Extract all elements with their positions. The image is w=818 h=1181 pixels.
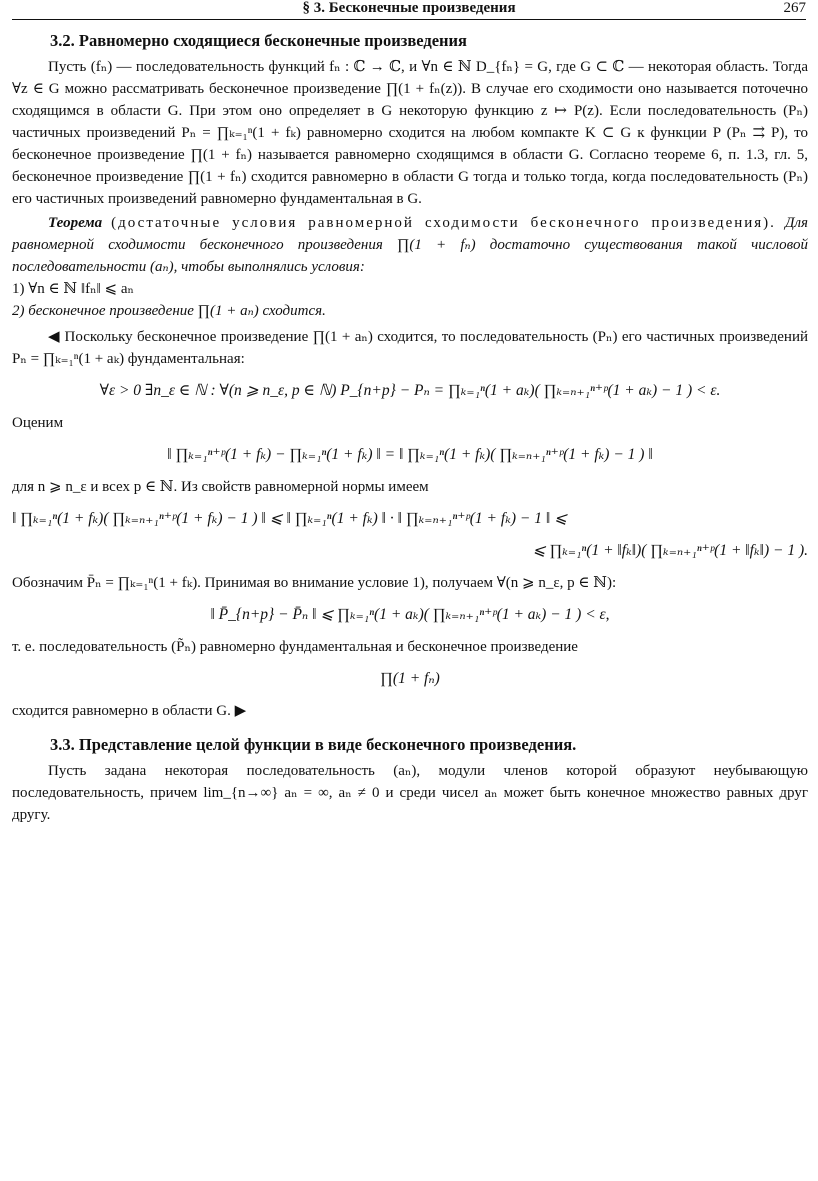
formula-estimate: ‖ ∏ₖ₌₁ⁿ⁺ᵖ(1 + fₖ) − ∏ₖ₌₁ⁿ(1 + fₖ) ‖ = ‖ ∏ₖ₌₁ⁿ(1 + fₖ)( ∏ₖ₌ₙ₊₁ⁿ⁺ᵖ(1 + fₖ) − 1 ) ‖ (167, 446, 653, 463)
running-header (0, 0, 818, 20)
theorem-label: Теорема (48, 215, 103, 231)
formula-norm-1: ‖ ∏ₖ₌₁ⁿ(1 + fₖ)( ∏ₖ₌ₙ₊₁ⁿ⁺ᵖ(1 + fₖ) − 1 ) ‖ ⩽ ‖ ∏ₖ₌₁ⁿ(1 + fₖ) ‖ · ‖ ∏ₖ₌ₙ₊₁ⁿ⁺ᵖ(1 + fₖ) − 1 ‖ ⩽ (12, 510, 568, 527)
paragraph: для n ⩾ n_ε и всех p ∈ ℕ. Из свойств равномерной нормы имеем (12, 479, 429, 495)
formula-fundamental: ∀ε > 0 ∃n_ε ∈ ℕ : ∀(n ⩾ n_ε, p ∈ ℕ) P_{n+p} − Pₙ = ∏ₖ₌₁ⁿ(1 + aₖ)( ∏ₖ₌ₙ₊₁ⁿ⁺ᵖ(1 + aₖ) − 1 ) < ε. (99, 382, 721, 399)
paragraph: Пусть (fₙ) — последовательность функций fₙ : ℂ → ℂ, и ∀n ∈ ℕ D_{fₙ} = G, где G ⊂ ℂ — некоторая область. Тогда ∀z ∈ G можно рассматривать бесконечное произведение ∏(1 + fₙ(z)). В случае его сходимости оно называется поточечно сходящимся в области G. При этом оно определяет в G некоторую функцию z ↦ P(z). Если последовательность (Pₙ) частичных произведений Pₙ = ∏ₖ₌₁ⁿ(1 + fₖ) равномерно сходится на любом компакте K ⊂ G к функции P (Pₙ ⇉ P), то бесконечное произведение ∏(1 + fₙ) называется равномерно сходящимся в области G. Согласно теореме 6, п. 1.3, гл. 5, бесконечное произведение ∏(1 + fₙ) сходится равномерно в области G тогда и только тогда, когда последовательность (Pₙ) его частичных произведений равномерно фундаментальная в G. (12, 59, 808, 207)
page-number: 267 (783, 0, 806, 16)
header-rule (12, 19, 806, 20)
formula-bound: ‖ P̄_{n+p} − P̄ₙ ‖ ⩽ ∏ₖ₌₁ⁿ(1 + aₖ)( ∏ₖ₌ₙ₊₁ⁿ⁺ᵖ(1 + aₖ) − 1 ) < ε, (210, 606, 610, 623)
theorem-statement (12, 212, 808, 278)
proof-end: сходится равномерно в области G. ▶ (12, 703, 247, 719)
section-3-3-heading: 3.3. Представление целой функции в виде бесконечного произведения. (50, 735, 577, 754)
theorem-title: (достаточные условия равномерной сходимости бесконечного произведения). (111, 215, 776, 231)
condition-1: 1) ∀n ∈ ℕ ‖fₙ‖ ⩽ aₙ (12, 281, 134, 297)
section-3-2-heading: 3.2. Равномерно сходящиеся бесконечные произведения (50, 31, 467, 50)
proof-paragraph: ◀ Поскольку бесконечное произведение ∏(1 + aₙ) сходится, то последовательность (Pₙ) его частичных произведений Pₙ = ∏ₖ₌₁ⁿ(1 + aₖ) фундаментальная: (12, 329, 808, 367)
formula-product: ∏(1 + fₙ) (380, 670, 440, 687)
main-content (12, 30, 808, 826)
paragraph: Обозначим P̄ₙ = ∏ₖ₌₁ⁿ(1 + fₖ). Принимая во внимание условие 1), получаем ∀(n ⩾ n_ε, p ∈ ℕ): (12, 575, 617, 591)
estimate-label: Оценим (12, 415, 64, 431)
section-title: § 3. Бесконечные произведения (302, 0, 516, 16)
condition-2: 2) бесконечное произведение ∏(1 + aₙ) сходится. (12, 303, 326, 319)
formula-norm-2: ⩽ ∏ₖ₌₁ⁿ(1 + ‖fₖ‖)( ∏ₖ₌ₙ₊₁ⁿ⁺ᵖ(1 + ‖fₖ‖) − 1 ). (532, 542, 808, 559)
paragraph: Пусть задана некоторая последовательность (aₙ), модули членов которой образуют неубывающую последовательность, причем lim_{n→∞} aₙ = ∞, aₙ ≠ 0 и среди чисел aₙ может быть конечное множество равных друг другу. (12, 763, 808, 823)
theorem-text: Для равномерной сходимости бесконечного произведения ∏(1 + fₙ) достаточно существования такой числовой последовательности (aₙ), чтобы выполнялись условия: (12, 215, 809, 275)
paragraph: т. е. последовательность (P̃ₙ) равномерно фундаментальная и бесконечное произведение (12, 639, 578, 655)
